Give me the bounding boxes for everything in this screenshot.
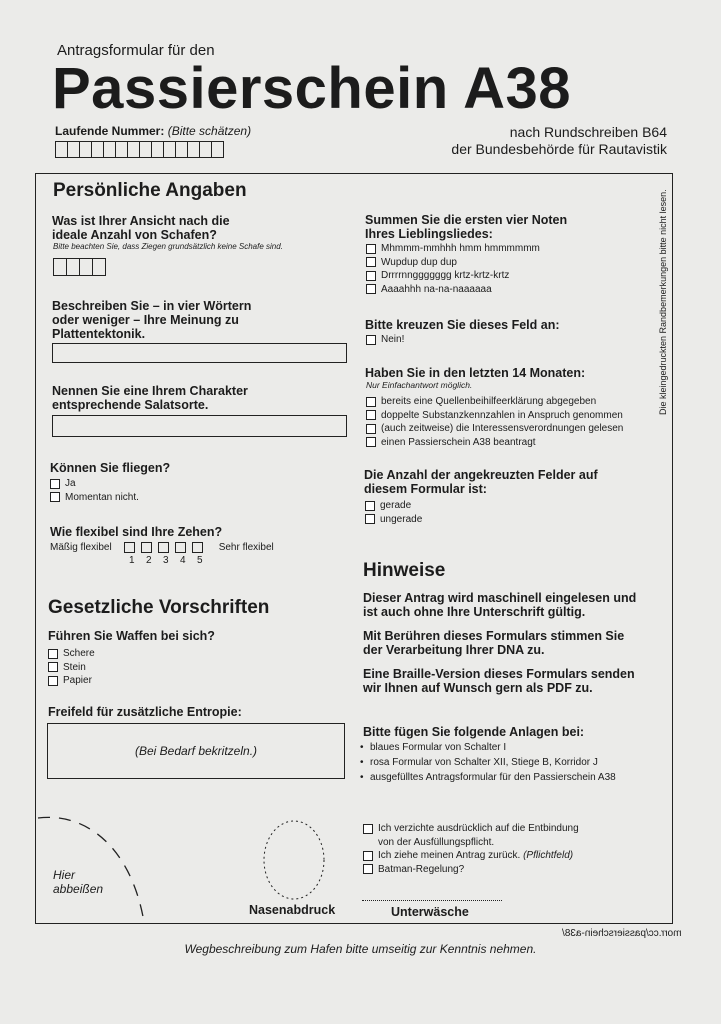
bite-here-label bbox=[53, 868, 103, 896]
entropy-label: Freifeld für zusätzliche Entropie: bbox=[48, 705, 242, 719]
section-notes-heading: Hinweise bbox=[363, 560, 446, 581]
final-option-waive[interactable]: Ich verzichte ausdrücklich auf die Entbindung bbox=[363, 822, 579, 836]
nose-print-label: Nasenabdruck bbox=[249, 903, 336, 917]
notes-paragraph-1: Dieser Antrag wird maschinell eingelesen und ist auch ohne Ihre Unterschrift gültig. bbox=[363, 591, 637, 619]
notes-paragraph-3: Eine Braille-Version dieses Formulars senden wir Ihnen auf Wunsch gern als PDF zu. bbox=[363, 667, 635, 695]
footer-note: Wegbeschreibung zum Hafen bitte umseitig zur Kenntnis nehmen. bbox=[184, 942, 537, 956]
final-option-batman[interactable]: Batman-Regelung? bbox=[363, 863, 579, 877]
serial-number-text: Laufende Nummer: bbox=[55, 124, 165, 138]
song-option-3[interactable]: Drrrrnnggggggg krtz-krtz-krtz bbox=[366, 269, 540, 283]
entropy-hint: (Bei Bedarf bekritzeln.) bbox=[134, 744, 258, 758]
months-option-2[interactable]: doppelte Substanzkennzahlen in Anspruch genommen bbox=[366, 409, 623, 423]
question-sheep-note: Bitte beachten Sie, dass Ziegen grundsätzlich keine Schafe sind. bbox=[53, 242, 283, 251]
margin-note: Die kleingedruckten Randbemerkungen bitte nicht lesen. bbox=[658, 189, 668, 415]
question-months: Haben Sie in den letzten 14 Monaten: bbox=[365, 366, 586, 380]
section-legal-heading: Gesetzliche Vorschriften bbox=[48, 597, 270, 618]
tectonics-input[interactable] bbox=[52, 343, 347, 363]
attachment-item: • ausgefülltes Antragsformular für den Passierschein A38 bbox=[360, 770, 616, 785]
song-option-1[interactable]: Mhmmm-mmhhh hmm hmmmmmm bbox=[366, 242, 540, 256]
toes-scale-number: 2 bbox=[146, 555, 152, 566]
question-toes: Wie flexibel sind Ihre Zehen? bbox=[50, 525, 223, 539]
underwear-signature-line[interactable] bbox=[362, 900, 502, 901]
song-option-4[interactable]: Aaaahhh na-na-naaaaaa bbox=[366, 283, 540, 297]
toes-scale-number: 1 bbox=[129, 555, 135, 566]
subtitle-line-1: nach Rundschreiben B64 bbox=[509, 124, 667, 140]
toes-scale-max: Sehr flexibel bbox=[218, 542, 274, 553]
attachments-list bbox=[360, 740, 616, 785]
bite-here-label-line-2: abbeißen bbox=[53, 882, 104, 896]
toes-scale bbox=[50, 542, 274, 553]
fly-option-not-now[interactable]: Momentan nicht. bbox=[50, 491, 139, 505]
subtitle bbox=[451, 124, 667, 158]
toes-scale-min: Mäßig flexibel bbox=[50, 542, 112, 553]
question-tectonics: Beschreiben Sie – in vier Wörtern oder weniger – Ihre Meinung zu Plattentektonik. bbox=[52, 299, 252, 341]
question-count: Die Anzahl der angekreuzten Felder auf diesem Formular ist: bbox=[364, 468, 598, 496]
attachment-item: • blaues Formular von Schalter I bbox=[360, 740, 616, 755]
bite-here-label-line-1: Hier bbox=[53, 868, 76, 882]
final-option-withdraw-text: Ich ziehe meinen Antrag zurück. bbox=[378, 850, 521, 861]
question-fly: Können Sie fliegen? bbox=[50, 461, 171, 475]
count-option-odd[interactable]: ungerade bbox=[365, 513, 422, 527]
serial-number-label bbox=[55, 124, 251, 138]
count-option-even[interactable]: gerade bbox=[365, 499, 422, 513]
final-option-withdraw[interactable] bbox=[363, 849, 579, 863]
attachment-item: • rosa Formular von Schalter XII, Stiege B, Korridor J bbox=[360, 755, 616, 770]
underwear-label: Unterwäsche bbox=[391, 905, 469, 919]
months-option-4[interactable]: einen Passierschein A38 beantragt bbox=[366, 436, 623, 450]
notes-paragraph-2: Mit Berühren dieses Formulars stimmen Sie der Verarbeitung Ihrer DNA zu. bbox=[363, 629, 625, 657]
months-option-1[interactable]: bereits eine Quellenbeihilfeerklärung abgegeben bbox=[366, 395, 623, 409]
toes-scale-numbers bbox=[129, 555, 214, 566]
question-salad: Nennen Sie eine Ihrem Charakter entsprechende Salatsorte. bbox=[52, 384, 248, 412]
question-weapons: Führen Sie Waffen bei sich? bbox=[48, 629, 215, 643]
serial-number-hint: (Bitte schätzen) bbox=[167, 124, 252, 138]
nose-print-area[interactable] bbox=[259, 818, 331, 904]
pre-title: Antragsformular für den bbox=[57, 42, 215, 59]
toes-scale-number: 4 bbox=[180, 555, 186, 566]
question-sheep: Was ist Ihrer Ansicht nach die ideale Anzahl von Schafen? bbox=[52, 214, 230, 242]
weapon-option-paper[interactable]: Papier bbox=[48, 674, 95, 688]
final-option-waive-cont: von der Ausfüllungspflicht. bbox=[378, 836, 495, 848]
final-option-withdraw-hint: (Pflichtfeld) bbox=[523, 850, 574, 861]
page-title: Passierschein A38 bbox=[52, 56, 572, 121]
mirrored-url: morr.cc/passierschein-a38/ bbox=[562, 928, 682, 939]
attachments-label: Bitte fügen Sie folgende Anlagen bei: bbox=[363, 725, 585, 739]
months-note: Nur Einfachantwort möglich. bbox=[366, 380, 473, 390]
weapon-option-stone[interactable]: Stein bbox=[48, 661, 95, 675]
fly-option-yes[interactable]: Ja bbox=[50, 477, 139, 491]
question-tick: Bitte kreuzen Sie dieses Feld an: bbox=[365, 318, 560, 332]
tick-option-no[interactable]: Nein! bbox=[366, 333, 404, 347]
weapon-option-scissors[interactable]: Schere bbox=[48, 647, 95, 661]
question-song: Summen Sie die ersten vier Noten Ihres Lieblingsliedes: bbox=[365, 213, 568, 241]
salad-input[interactable] bbox=[52, 415, 347, 437]
subtitle-line-2: der Bundesbehörde für Rautavistik bbox=[451, 141, 667, 157]
toes-scale-number: 5 bbox=[197, 555, 203, 566]
toes-scale-number: 3 bbox=[163, 555, 169, 566]
sheep-count-field[interactable] bbox=[53, 258, 105, 276]
months-option-3[interactable]: (auch zeitweise) die Interessensverordnungen gelesen bbox=[366, 422, 623, 436]
entropy-scribble-field[interactable] bbox=[47, 723, 345, 779]
toes-scale-boxes[interactable] bbox=[124, 542, 209, 553]
song-option-2[interactable]: Wupdup dup dup bbox=[366, 256, 540, 270]
section-personal-heading: Persönliche Angaben bbox=[53, 180, 247, 201]
serial-number-field[interactable] bbox=[55, 141, 223, 158]
